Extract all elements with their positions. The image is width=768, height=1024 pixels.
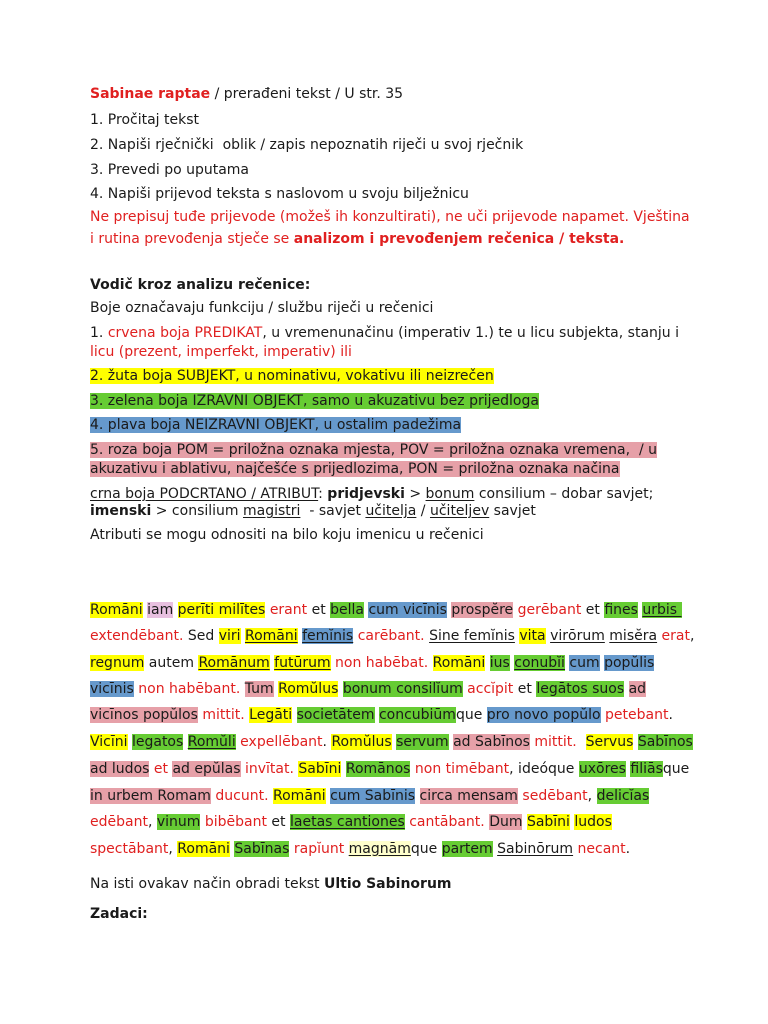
annotated-word: Romāni (177, 841, 230, 857)
guide-heading: Vodič kroz analizu rečenice: (90, 277, 311, 293)
annotated-word: prospĕre (451, 602, 514, 618)
annotated-word: societātem (296, 707, 375, 723)
plain-text: et (513, 681, 537, 697)
legend-pink-line-2 (90, 459, 620, 479)
annotated-word: bella (330, 602, 364, 618)
annotated-word: pro novo popŭlo (486, 707, 601, 723)
annotated-word: popŭlis (604, 655, 655, 671)
plain-text: autem (144, 655, 199, 671)
warning-line-1: Ne prepisuj tuđe prijevode (možeš ih konzultirati), ne uči prijevode napamet. Vještina (90, 209, 690, 225)
latin-line (90, 600, 682, 620)
annotated-word: magnām (348, 841, 411, 857)
annotated-word: legātos suos (536, 681, 625, 697)
plain-text: , (147, 814, 157, 830)
plain-text: que (455, 707, 487, 723)
latin-line (90, 839, 630, 859)
warning-text: i rutina prevođenja stječe se (90, 231, 294, 247)
plain-text: que (410, 841, 442, 857)
legend-pink-line-1 (90, 440, 657, 460)
legend-yellow-line (90, 366, 494, 386)
annotated-word: mittit. (534, 734, 577, 750)
annotated-word: non habēbat. (335, 655, 429, 671)
latin-line (90, 732, 693, 752)
text-fragment: pridjevski (327, 486, 405, 502)
annotated-word: misĕra (609, 628, 658, 644)
annotated-word: vicīnos popŭlos (90, 707, 198, 723)
tasks-heading: Zadaci: (90, 906, 148, 922)
annotated-word: circa mensam (419, 788, 518, 804)
annotated-word: erat (661, 628, 690, 644)
plain-text: et (266, 814, 290, 830)
footer-instruction-text: Na isti ovakav način obradi tekst (90, 876, 324, 892)
legend-green: 3. zelena boja IZRAVNI OBJEKT, samo u akuzativu bez prijedloga (90, 393, 539, 409)
annotated-word: uxōres (578, 761, 626, 777)
step-3: 3. Prevedi po uputama (90, 162, 250, 178)
annotated-word: cum (569, 655, 600, 671)
legend-red-label: crvena boja PREDIKAT (107, 325, 263, 341)
annotated-word: carēbant. (357, 628, 425, 644)
text-fragment: : (318, 486, 328, 502)
legend-yellow: 2. žuta boja SUBJEKT, u nominativu, vokativu ili neizrečen (90, 368, 494, 384)
annotated-word: Romānos (345, 761, 411, 777)
text-fragment: magistri (243, 503, 301, 519)
annotated-word: Legāti (249, 707, 293, 723)
annotated-word: Dum (489, 814, 523, 830)
annotated-word: mittit. (202, 707, 245, 723)
text-fragment: bonum (425, 486, 475, 502)
attribute-note: Atributi se mogu odnositi na bilo koju imenicu u rečenici (90, 527, 484, 543)
annotated-word: ludos (574, 814, 612, 830)
latin-line (90, 705, 673, 725)
annotated-word: cantābant. (409, 814, 485, 830)
annotated-word: Sabīni (298, 761, 342, 777)
annotated-word: filiās (630, 761, 663, 777)
legend-pink-1: 5. roza boja POM = priložna oznaka mjesta, POV = priložna oznaka vremena, / u (90, 442, 657, 458)
annotated-word: viri (218, 628, 241, 644)
annotated-word: Sabīni (526, 814, 570, 830)
plain-text: et (581, 602, 605, 618)
plain-text: . (668, 707, 673, 723)
annotated-word: non habēbant. (138, 681, 241, 697)
text-fragment: imenski (90, 503, 152, 519)
text-fragment: savjet (489, 503, 536, 519)
annotated-word: et (153, 761, 168, 777)
annotated-word: Sabīnas (234, 841, 290, 857)
latin-line (90, 786, 649, 806)
legend-blue-line (90, 415, 461, 435)
annotated-word: Romāni (273, 788, 326, 804)
annotated-word: ducunt. (215, 788, 269, 804)
document-title-line (90, 84, 403, 104)
annotated-word: ad Sabīnos (453, 734, 530, 750)
legend-pink-2: akuzativu i ablativu, najčešće s prijedlozima, PON = priložna oznaka načina (90, 461, 620, 477)
annotated-word: ad (628, 681, 647, 697)
annotated-word: petebant (605, 707, 669, 723)
annotated-word: Tum (244, 681, 274, 697)
plain-text: que (662, 761, 690, 777)
step-2: 2. Napiši rječnički oblik / zapis nepoznatih riječi u svoj rječnik (90, 137, 524, 153)
annotated-word: regnum (90, 655, 145, 671)
step-1: 1. Pročitaj tekst (90, 112, 200, 128)
annotated-word: ad epŭlas (172, 761, 241, 777)
plain-text (415, 788, 419, 804)
annotated-word: bonum consilĭum (342, 681, 463, 697)
legend-attribute-label: crna boja PODCRTANO / ATRIBUT (90, 486, 319, 502)
annotated-word: spectābant (90, 841, 169, 857)
annotated-word: cum vicīnis (368, 602, 447, 618)
annotated-word: femĭnis (302, 628, 354, 644)
annotated-word: necant (577, 841, 626, 857)
annotated-word: accĭpit (467, 681, 514, 697)
annotated-word: bibēbant (204, 814, 267, 830)
text-fragment: učiteljev (429, 503, 490, 519)
annotated-word: legatos (131, 734, 184, 750)
annotated-word: gerēbant (517, 602, 582, 618)
text-fragment: consilium – dobar savjet; (474, 486, 654, 502)
text-fragment: > (404, 486, 426, 502)
latin-line (90, 679, 646, 699)
text-fragment: - savjet (300, 503, 366, 519)
warning-line-2 (90, 229, 624, 249)
plain-text: et (307, 602, 331, 618)
plain-text (173, 602, 177, 618)
annotated-word: vita (519, 628, 546, 644)
plain-text: , (168, 841, 178, 857)
annotated-word: partem (441, 841, 493, 857)
annotated-word: Romānum (198, 655, 270, 671)
legend-green-line (90, 391, 539, 411)
annotated-word: Romŭlus (278, 681, 339, 697)
annotated-word: virōrum (550, 628, 605, 644)
latin-line (90, 653, 654, 673)
annotated-word: Vicīni (90, 734, 128, 750)
annotated-word: Romāni (244, 628, 298, 644)
text-fragment: / (416, 503, 430, 519)
annotated-word: in urbem Romam (90, 788, 211, 804)
text-fragment: učitelja (365, 503, 417, 519)
legend-red-line-2: licu (prezent, imperfekt, imperativ) ili (90, 344, 352, 360)
guide-intro: Boje označavaju funkciju / službu riječi u rečenici (90, 300, 434, 316)
legend-red-line-1 (90, 323, 679, 343)
annotated-word: servum (396, 734, 449, 750)
annotated-word: edēbant (90, 814, 148, 830)
legend-blue: 4. plava boja NEIZRAVNI OBJEKT, u ostalim padežima (90, 417, 462, 433)
latin-line (90, 759, 689, 779)
annotated-word: invītat. (244, 761, 294, 777)
annotated-word: ad ludos (90, 761, 150, 777)
annotated-word: delicĭas (596, 788, 650, 804)
annotated-word: ius (489, 655, 510, 671)
annotated-word: conubĭi (514, 655, 565, 671)
annotated-word: Sabīnos (637, 734, 693, 750)
annotated-word: Servus (585, 734, 634, 750)
plain-text: , (587, 788, 597, 804)
annotated-word: Romāni (432, 655, 486, 671)
step-4: 4. Napiši prijevod teksta s naslovom u svoju bilježnicu (90, 186, 469, 202)
annotated-word: non timēbant (414, 761, 510, 777)
annotated-word: erant (269, 602, 308, 618)
warning-emphasis: analizom i prevođenjem rečenica / teksta. (293, 231, 625, 247)
latin-line (90, 812, 612, 832)
plain-text: . (625, 841, 631, 857)
footer-instruction (90, 874, 452, 894)
annotated-word: perīti milītes (177, 602, 266, 618)
annotated-word: Sine femĭnis (429, 628, 515, 644)
plain-text (292, 707, 296, 723)
plain-text (577, 734, 586, 750)
annotated-word: vinum (156, 814, 201, 830)
legend-red-number: 1. (90, 325, 108, 341)
annotated-word: expellēbant (240, 734, 323, 750)
annotated-word: Sabinōrum (497, 841, 574, 857)
latin-line (90, 626, 694, 646)
annotated-word: cum Sabīnis (330, 788, 416, 804)
plain-text: . (322, 734, 332, 750)
annotated-word: Romŭlus (331, 734, 392, 750)
plain-text: Sed (183, 628, 219, 644)
annotated-word: concubiūm (378, 707, 456, 723)
plain-text: , (689, 628, 695, 644)
annotated-word: fines (604, 602, 638, 618)
footer-instruction-title: Ultio Sabinorum (323, 876, 452, 892)
annotated-word: extendēbant. (90, 628, 184, 644)
annotated-word: Romŭli (187, 734, 236, 750)
annotated-word: laetas cantiones (290, 814, 405, 830)
annotated-word: vicīnis (90, 681, 134, 697)
annotated-word: rapĭunt (293, 841, 345, 857)
annotated-word: iam (147, 602, 174, 618)
text-fragment: > consilium (151, 503, 243, 519)
annotated-word: Romāni (90, 602, 143, 618)
plain-text (344, 841, 348, 857)
annotated-word: urbis (642, 602, 682, 618)
plain-text: , ideóque (509, 761, 579, 777)
document-subtitle: / prerađeni tekst / U str. 35 (210, 86, 404, 102)
plain-text (428, 655, 432, 671)
plain-text (624, 681, 628, 697)
document-title: Sabinae raptae (90, 86, 211, 102)
annotated-word: futūrum (274, 655, 331, 671)
legend-attribute-line-2 (90, 501, 536, 521)
annotated-word: sedēbant (522, 788, 588, 804)
legend-red-desc: , u vremenunačinu (imperativ 1.) te u licu subjekta, stanju i (262, 325, 680, 341)
